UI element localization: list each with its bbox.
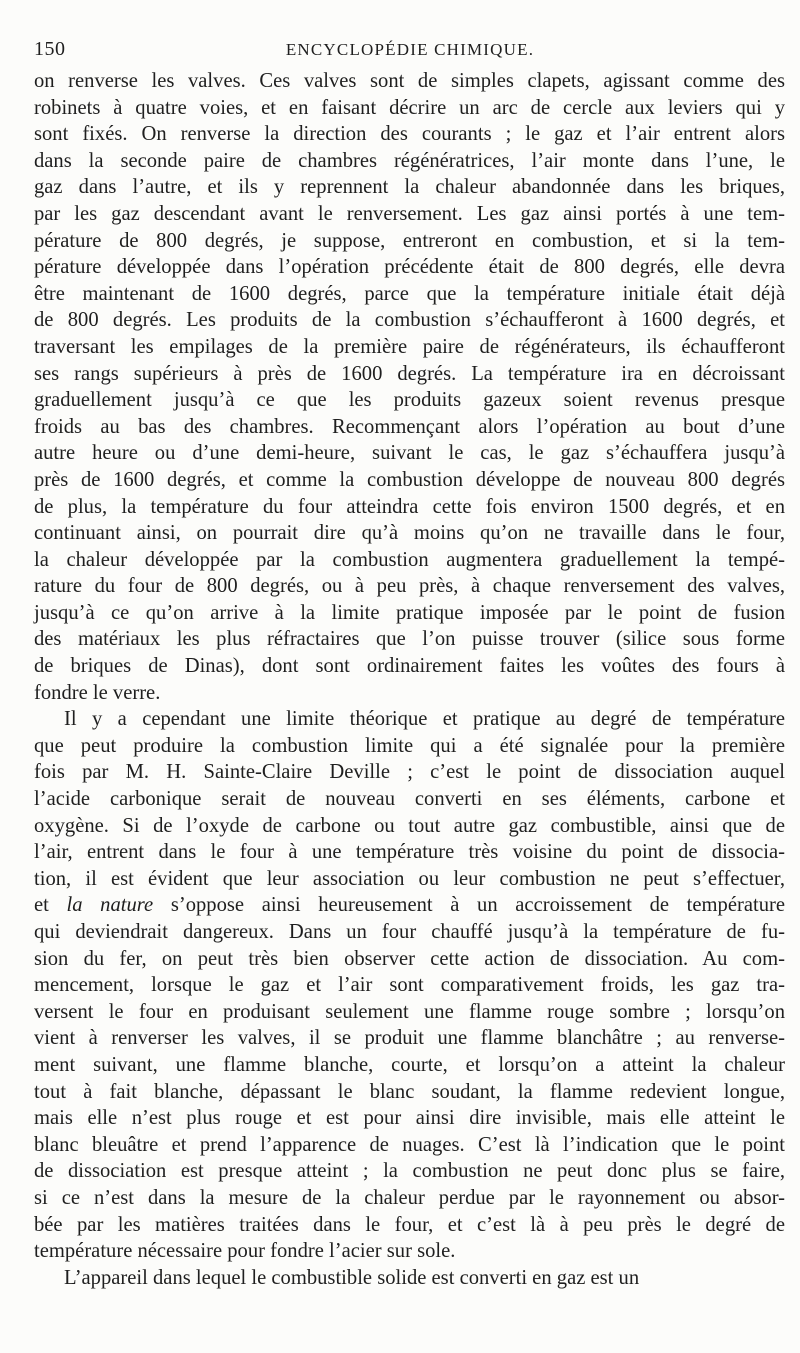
text-line: de plus, la température du four atteindra cette fois environ 1500 degrés, et en [34, 495, 785, 518]
body-text [34, 68, 785, 1291]
text-line: fondre le verre. [34, 681, 161, 704]
paragraph [34, 68, 785, 706]
text-line: vient à renverser les valves, il se produit une flamme blanchâtre ; au renverse- [34, 1027, 785, 1050]
text-line: L’appareil dans lequel le combustible solide est converti en gaz est un [64, 1266, 640, 1289]
italic-text: la nature [66, 894, 154, 917]
text-line: fois par M. H. Sainte-Claire Deville ; c’est le point de dissociation auquel [34, 761, 785, 784]
text-line: mencement, lorsque le gaz et l’air sont comparativement froids, les gaz tra- [34, 974, 785, 997]
text-line: continuant ainsi, on pourrait dire qu’à moins qu’on ne travaille dans le four, [34, 522, 785, 545]
text-line: robinets à quatre voies, et en faisant décrire un arc de cercle aux leviers qui y [34, 96, 785, 119]
text-line: on renverse les valves. Ces valves sont de simples clapets, agissant comme des [34, 70, 785, 92]
text-line: être maintenant de 1600 degrés, parce que la température initiale était déjà [34, 282, 785, 305]
text-line: l’air, entrent dans le four à une température très voisine du point de dissocia- [34, 841, 785, 864]
paragraph [34, 706, 785, 1264]
text-line: température nécessaire pour fondre l’acier sur sole. [34, 1240, 456, 1263]
paragraph [34, 1265, 785, 1292]
text-line: de dissociation est presque atteint ; la combustion ne peut donc plus se faire, [34, 1160, 785, 1183]
text-line: près de 1600 degrés, et comme la combustion développe de nouveau 800 degrés [34, 468, 785, 491]
text-line: ses rangs supérieurs à près de 1600 degrés. La température ira en décroissant [34, 362, 785, 385]
text-line: froids au bas des chambres. Recommençant alors l’opération au bout d’une [34, 415, 785, 438]
page-header [34, 38, 786, 64]
text-line: qui deviendrait dangereux. Dans un four chauffé jusqu’à la température de fu- [34, 921, 785, 943]
text-line: tion, il est évident que leur association ou leur combustion ne peut s’effectuer, [34, 867, 785, 890]
text-line: versent le four en produisant seulement une flamme rouge sombre ; lorsqu’on [34, 1000, 785, 1023]
text-line: la chaleur développée par la combustion augmentera graduellement la tempé- [34, 548, 785, 571]
text-line: autre heure ou d’une demi-heure, suivant le cas, le gaz s’échauffera jusqu’à [34, 442, 785, 465]
text-line: l’acide carbonique serait de nouveau converti en ses éléments, carbone et [34, 788, 785, 811]
text-line: de 800 degrés. Les produits de la combustion s’échaufferont à 1600 degrés, et [34, 309, 785, 332]
text-line: pérature de 800 degrés, je suppose, entreront en combustion, et si la tem- [34, 229, 785, 252]
text-line: par les gaz descendant avant le renversement. Les gaz ainsi portés à une tem- [34, 202, 785, 225]
text-line: si ce n’est dans la mesure de la chaleur perdue par le rayonnement ou absor- [34, 1186, 785, 1209]
running-title: ENCYCLOPÉDIE CHIMIQUE. [285, 40, 535, 59]
text-line: mais elle n’est plus rouge et est pour ainsi dire invisible, mais elle atteint le [34, 1107, 785, 1130]
text-line: bée par les matières traitées dans le four, et c’est là à peu près le degré de [34, 1213, 785, 1236]
text-line: blanc bleuâtre et prend l’apparence de nuages. C’est là l’indication que le point [34, 1133, 785, 1156]
text-line: rature du four de 800 degrés, ou à peu près, à chaque renversement des valves, [34, 575, 785, 598]
text-line: traversant les empilages de la première paire de régénérateurs, ils échaufferont [34, 335, 785, 358]
text-line: graduellement jusqu’à ce que les produits gazeux soient revenus presque [34, 389, 785, 412]
text-line: sont fixés. On renverse la direction des courants ; le gaz et l’air entrent alors [34, 123, 785, 146]
text-line: jusqu’à ce qu’on arrive à la limite pratique imposée par le point de fusion [34, 601, 785, 624]
text-line: ment suivant, une flamme blanche, courte, et lorsqu’on a atteint la chaleur [34, 1053, 785, 1076]
text-line: dans la seconde paire de chambres régénératrices, l’air monte dans l’une, le [34, 149, 785, 172]
text-line: gaz dans l’autre, et ils y reprennent la chaleur abandonnée dans les briques, [34, 176, 785, 199]
text-line: que peut produire la combustion limite qui a été signalée pour la première [34, 734, 785, 757]
text-line: sion du fer, on peut très bien observer cette action de dissociation. Au com- [34, 947, 785, 970]
text-line: oxygène. Si de l’oxyde de carbone ou tout autre gaz combustible, ainsi que de [34, 814, 785, 837]
text-line: et la nature s’oppose ainsi heureusement à un accroissement de température [34, 894, 785, 917]
page-number: 150 [34, 38, 66, 60]
text-line: tout à fait blanche, dépassant le blanc soudant, la flamme redevient longue, [34, 1080, 785, 1103]
text-line: de briques de Dinas), dont sont ordinairement faites les voûtes des fours à [34, 655, 785, 678]
text-line: Il y a cependant une limite théorique et pratique au degré de température [64, 708, 785, 731]
text-line: pérature développée dans l’opération précédente était de 800 degrés, elle devra [34, 256, 785, 279]
text-line: des matériaux les plus réfractaires que l’on puisse trouver (silice sous forme [34, 628, 785, 651]
